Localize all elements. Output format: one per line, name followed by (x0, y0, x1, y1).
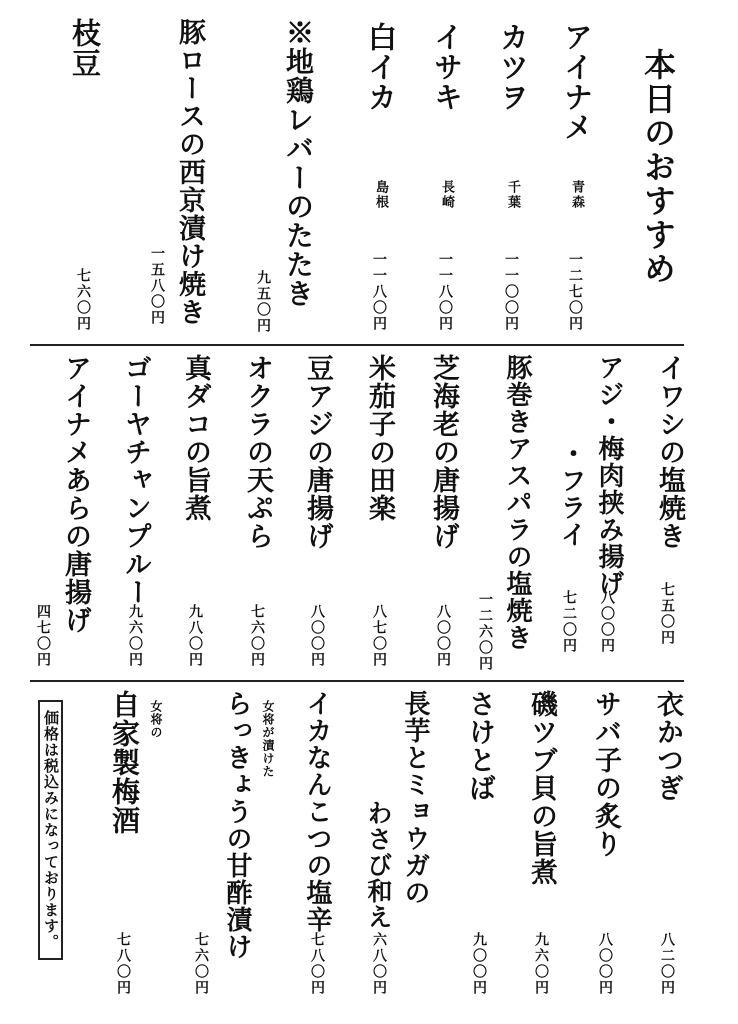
menu-item-price: 七二〇円 (561, 590, 577, 654)
menu-item-name: 米茄子の田楽 (364, 354, 395, 522)
menu-item-name: 衣かつぎ (652, 690, 683, 802)
menu-item-name: 豚ロースの西京漬け焼き (174, 18, 205, 326)
section-divider (30, 680, 684, 682)
menu-item-name: 磯ツブ貝の旨煮 (526, 690, 557, 886)
menu-item-name: 豚巻きアスパラの塩焼き (502, 354, 532, 651)
menu-item-name: アイナメあらの唐揚げ (60, 354, 91, 634)
menu-item-price: 一一八〇円 (371, 252, 387, 332)
section-divider (30, 344, 684, 346)
menu-item-name: ※地鶏レバーのたたき (282, 18, 315, 308)
menu-item-name: オクラの天ぷら (242, 354, 273, 550)
menu-item-price: 一一〇〇円 (503, 252, 519, 332)
menu-item-price: 九五〇円 (255, 270, 271, 334)
menu-item-name: カツヲ (496, 22, 530, 112)
menu-item-origin: 青森 (569, 180, 584, 210)
menu-item-price: 七六〇円 (75, 268, 91, 332)
menu-item-name: アジ・梅肉挟み揚げ (594, 354, 624, 597)
menu-item-name: わさび和え (364, 800, 393, 930)
tax-included-note: 価格は税込みになっております。 (38, 700, 63, 960)
menu-item-name: イカなんこつの塩辛 (302, 690, 332, 933)
menu-item-price: 八〇〇円 (309, 604, 325, 668)
menu-item-price: 四七〇円 (35, 604, 51, 668)
menu-item-name: 枝豆 (68, 18, 102, 78)
menu-item-name: サバ子の炙り (590, 690, 621, 858)
menu-item-note: 女将の (149, 700, 163, 739)
menu-item-price: 八二〇円 (659, 932, 675, 996)
menu-item-name: イワシの塩焼き (654, 354, 685, 550)
menu-item-name: らっきょうの甘酢漬け (222, 690, 252, 960)
menu-item-origin: 長崎 (439, 180, 454, 210)
menu-item-price: 七六〇円 (193, 932, 209, 996)
menu-item-name: ゴーヤチャンプルー (120, 354, 151, 606)
menu-item-price: 八〇〇円 (599, 590, 615, 654)
menu-item-name: 白イカ (364, 22, 398, 112)
menu-item-origin: 千葉 (505, 180, 520, 210)
menu-item-name: 芝海老の唐揚げ (428, 354, 459, 550)
menu-item-note: 女将が漬けた (261, 700, 275, 778)
menu-item-name: ・フライ (556, 440, 586, 548)
menu-item-price: 九八〇円 (187, 604, 203, 668)
menu-item-name: アイナメ (560, 22, 594, 142)
menu-item-price: 八七〇円 (371, 604, 387, 668)
menu-item-price: 一一八〇円 (437, 252, 453, 332)
menu-item-price: 七八〇円 (115, 932, 131, 996)
menu-item-name: 自家製梅酒 (108, 690, 141, 835)
menu-item-price: 一五八〇円 (149, 246, 165, 326)
menu-item-price: 一二七〇円 (567, 252, 583, 332)
menu-item-price: 七六〇円 (249, 604, 265, 668)
menu-item-price: 八〇〇円 (597, 932, 613, 996)
menu-item-name: 長芋とミョウガの (400, 690, 430, 906)
menu-item-price: 八〇〇円 (435, 604, 451, 668)
menu-item-price: 一二六〇円 (477, 592, 493, 672)
menu-item-price: 六八〇円 (371, 932, 387, 996)
menu-item-price: 九〇〇円 (471, 932, 487, 996)
menu-item-price: 七五〇円 (659, 582, 675, 646)
menu-item-origin: 島根 (373, 180, 388, 210)
menu-item-name: イサキ (430, 22, 464, 112)
menu-item-price: 九六〇円 (533, 932, 549, 996)
menu-item-price: 九六〇円 (127, 604, 143, 668)
menu-item-name: 豆アジの唐揚げ (302, 354, 333, 550)
menu-item-name: さけとば (464, 690, 495, 802)
menu-item-price: 七八〇円 (309, 932, 325, 996)
menu-item-name: 真ダコの旨煮 (180, 354, 211, 522)
page-title: 本日のおすすめ (639, 48, 677, 286)
